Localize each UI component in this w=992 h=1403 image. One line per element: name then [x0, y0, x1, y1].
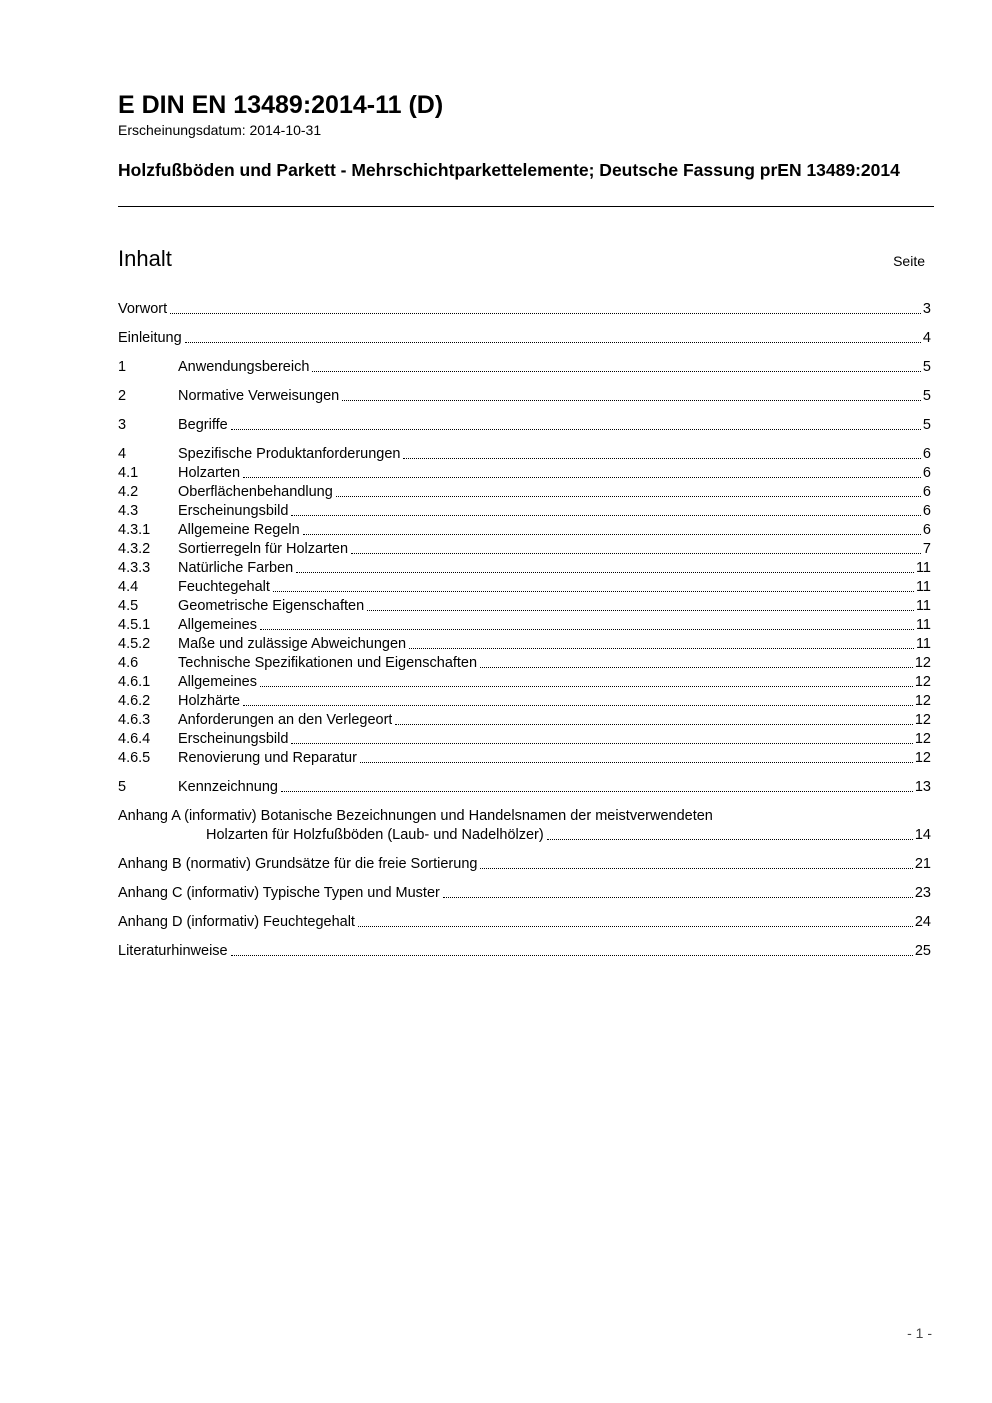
- toc-leader-dots: [170, 313, 921, 314]
- toc-entry[interactable]: [118, 483, 931, 502]
- toc-entry-number: 4.1: [118, 465, 139, 481]
- toc-page-column-label: Seite: [893, 253, 925, 269]
- toc-entry-page: 11: [915, 598, 931, 614]
- toc-leader-dots: [296, 572, 914, 573]
- toc-entry[interactable]: [118, 300, 931, 319]
- toc-leader-dots: [403, 458, 920, 459]
- toc-leader-dots: [291, 515, 920, 516]
- toc-entry-number: 4.6.4: [118, 731, 151, 747]
- toc-entry-number: 5: [118, 779, 127, 795]
- toc-entry-title: Begriffe: [178, 417, 228, 433]
- toc-leader-dots: [336, 496, 921, 497]
- toc-entry-number: 4.3.1: [118, 522, 151, 538]
- toc-entry-page: 11: [915, 579, 931, 595]
- toc-entry-page: 25: [914, 943, 931, 959]
- toc-leader-dots: [281, 791, 913, 792]
- toc-entry-page: 21: [914, 856, 931, 872]
- toc-entry[interactable]: [118, 445, 931, 464]
- toc-entry-page: 12: [914, 712, 931, 728]
- toc-entry[interactable]: [118, 616, 931, 635]
- toc-entry-page: 6: [922, 446, 931, 462]
- toc-entry-page: 12: [914, 750, 931, 766]
- toc-entry[interactable]: [118, 416, 931, 435]
- toc-entry-number: 4.3.3: [118, 560, 151, 576]
- toc-leader-dots: [480, 868, 912, 869]
- table-of-contents: [118, 300, 931, 961]
- toc-entry-title: Holzarten: [178, 465, 241, 481]
- toc-entry-number: 4.6.5: [118, 750, 151, 766]
- toc-entry-title: Anforderungen an den Verlegeort: [178, 712, 393, 728]
- toc-entry-page: 14: [914, 827, 931, 843]
- toc-entry-page: 6: [922, 522, 931, 538]
- toc-entry-title: Anhang A (informativ) Botanische Bezeichnungen und Handelsnamen der meistverwendeten: [118, 808, 713, 824]
- toc-entry-page: 24: [914, 914, 931, 930]
- toc-leader-dots: [291, 743, 912, 744]
- toc-entry-number: 4.3.2: [118, 541, 151, 557]
- toc-entry-page: 13: [914, 779, 931, 795]
- toc-leader-dots: [231, 429, 921, 430]
- toc-entry-page: 5: [922, 388, 931, 404]
- toc-entry-title: Anhang B (normativ) Grundsätze für die freie Sortierung: [118, 856, 478, 872]
- toc-entry-number: 4.5: [118, 598, 139, 614]
- toc-entry-page: 12: [914, 655, 931, 671]
- toc-entry[interactable]: [118, 673, 931, 692]
- toc-leader-dots: [231, 955, 913, 956]
- toc-leader-dots: [409, 648, 914, 649]
- toc-entry-number: 4.4: [118, 579, 139, 595]
- toc-leader-dots: [273, 591, 914, 592]
- toc-entry-title: Anwendungsbereich: [178, 359, 310, 375]
- toc-leader-dots: [260, 686, 913, 687]
- toc-entry-title: Normative Verweisungen: [178, 388, 340, 404]
- toc-entry[interactable]: [118, 329, 931, 348]
- toc-entry[interactable]: [118, 502, 931, 521]
- toc-entry-page: 7: [922, 541, 931, 557]
- toc-leader-dots: [351, 553, 921, 554]
- toc-entry-title: Sortierregeln für Holzarten: [178, 541, 349, 557]
- toc-entry-title: Spezifische Produktanforderungen: [178, 446, 401, 462]
- toc-entry-page: 11: [915, 560, 931, 576]
- toc-entry[interactable]: [118, 711, 931, 730]
- toc-entry[interactable]: [118, 635, 931, 654]
- toc-entry[interactable]: [118, 778, 931, 797]
- toc-leader-dots: [443, 897, 913, 898]
- toc-entry-page: 6: [922, 484, 931, 500]
- toc-entry[interactable]: [118, 559, 931, 578]
- toc-entry-number: 4.6.1: [118, 674, 151, 690]
- toc-entry-number: 4: [118, 446, 127, 462]
- toc-leader-dots: [312, 371, 921, 372]
- toc-heading: Inhalt: [118, 246, 172, 271]
- toc-entry-page: 12: [914, 674, 931, 690]
- toc-entry[interactable]: [118, 913, 931, 932]
- toc-entry[interactable]: [118, 387, 931, 406]
- toc-leader-dots: [243, 705, 913, 706]
- toc-entry[interactable]: [118, 578, 931, 597]
- toc-entry-number: 4.5.2: [118, 636, 151, 652]
- toc-entry-title: Anhang D (informativ) Feuchtegehalt: [118, 914, 355, 930]
- toc-entry-title: Holzhärte: [178, 693, 241, 709]
- toc-entry-title: Allgemeines: [178, 674, 257, 690]
- toc-entry-page: 5: [922, 359, 931, 375]
- publication-date: Erscheinungsdatum: 2014-10-31: [118, 122, 322, 138]
- toc-entry-title: Renovierung und Reparatur: [178, 750, 357, 766]
- toc-entry[interactable]: [118, 521, 931, 540]
- toc-leader-dots: [260, 629, 914, 630]
- toc-entry-number: 4.6: [118, 655, 139, 671]
- toc-entry-title: Erscheinungsbild: [178, 503, 289, 519]
- document-subtitle: Holzfußböden und Parkett - Mehrschichtparkettelemente; Deutsche Fassung prEN 13489:2014: [118, 160, 900, 180]
- document-title: E DIN EN 13489:2014-11 (D): [118, 91, 444, 119]
- toc-entry-page: 12: [914, 693, 931, 709]
- toc-entry-page: 11: [915, 617, 931, 633]
- toc-entry-number: 1: [118, 359, 127, 375]
- toc-entry-title: Allgemeines: [178, 617, 257, 633]
- toc-entry-page: 4: [922, 330, 931, 346]
- toc-leader-dots: [367, 610, 914, 611]
- toc-entry[interactable]: [118, 884, 931, 903]
- toc-entry-title: Allgemeine Regeln: [178, 522, 300, 538]
- toc-entry-annex-a-continued[interactable]: [118, 826, 931, 845]
- toc-entry[interactable]: [118, 358, 931, 377]
- toc-entry[interactable]: [118, 692, 931, 711]
- toc-entry-title: Feuchtegehalt: [178, 579, 270, 595]
- toc-entry-title-continued: Holzarten für Holzfußböden (Laub- und Nadelhölzer): [206, 827, 544, 843]
- toc-entry-title: Oberflächenbehandlung: [178, 484, 333, 500]
- toc-leader-dots: [360, 762, 913, 763]
- header-divider: [118, 206, 934, 207]
- toc-entry-page: 23: [914, 885, 931, 901]
- toc-entry-annex-a[interactable]: [118, 807, 931, 826]
- toc-entry-number: 4.3: [118, 503, 139, 519]
- toc-entry-number: 3: [118, 417, 127, 433]
- toc-leader-dots: [303, 534, 921, 535]
- toc-entry-number: 4.5.1: [118, 617, 151, 633]
- toc-entry-page: 5: [922, 417, 931, 433]
- toc-entry-title: Vorwort: [118, 301, 168, 317]
- toc-entry-page: 6: [922, 503, 931, 519]
- toc-leader-dots: [547, 839, 913, 840]
- toc-entry[interactable]: [118, 464, 931, 483]
- toc-entry-title: Literaturhinweise: [118, 943, 228, 959]
- toc-entry-page: 3: [922, 301, 931, 317]
- toc-entry-number: 4.2: [118, 484, 139, 500]
- toc-entry-title: Natürliche Farben: [178, 560, 294, 576]
- toc-leader-dots: [480, 667, 913, 668]
- toc-leader-dots: [395, 724, 912, 725]
- toc-leader-dots: [243, 477, 921, 478]
- toc-entry-title: Erscheinungsbild: [178, 731, 289, 747]
- toc-entry-title: Anhang C (informativ) Typische Typen und Muster: [118, 885, 440, 901]
- toc-entry-title: Kennzeichnung: [178, 779, 278, 795]
- toc-entry[interactable]: [118, 540, 931, 559]
- toc-entry[interactable]: [118, 730, 931, 749]
- toc-entry-title: Maße und zulässige Abweichungen: [178, 636, 407, 652]
- toc-leader-dots: [185, 342, 921, 343]
- toc-entry-title: Geometrische Eigenschaften: [178, 598, 365, 614]
- toc-entry-page: 6: [922, 465, 931, 481]
- toc-entry-page: 11: [915, 636, 931, 652]
- toc-entry-number: 4.6.3: [118, 712, 151, 728]
- toc-entry-title: Einleitung: [118, 330, 182, 346]
- toc-leader-dots: [342, 400, 921, 401]
- toc-entry[interactable]: [118, 654, 931, 673]
- toc-entry[interactable]: [118, 597, 931, 616]
- toc-entry-page: 12: [914, 731, 931, 747]
- toc-entry-title: Technische Spezifikationen und Eigenschaften: [178, 655, 478, 671]
- toc-entry[interactable]: [118, 855, 931, 874]
- toc-entry-number: 4.6.2: [118, 693, 151, 709]
- toc-entry-number: 2: [118, 388, 127, 404]
- toc-leader-dots: [358, 926, 913, 927]
- page-number: - 1 -: [907, 1325, 932, 1341]
- toc-entry[interactable]: [118, 942, 931, 961]
- toc-entry[interactable]: [118, 749, 931, 768]
